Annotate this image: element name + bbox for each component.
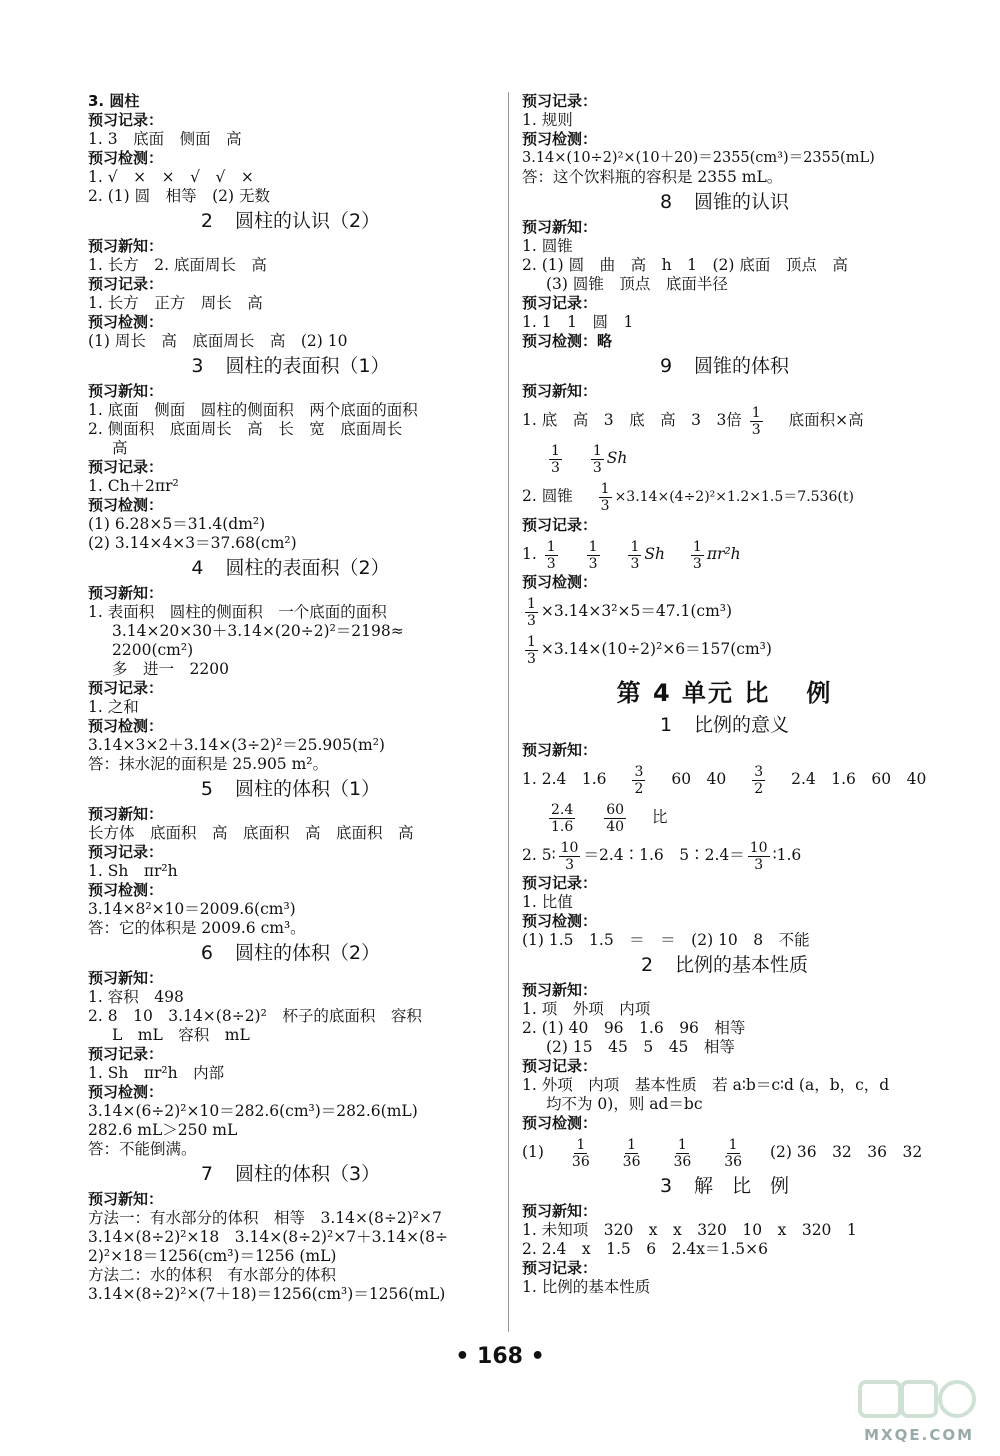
fraction: $\frac{1}{3}$: [592, 442, 602, 476]
fraction: $\frac{1}{36}$: [724, 1136, 743, 1170]
answer-line: L mL 容积 mL: [112, 1026, 250, 1044]
fraction: $\frac{2.4}{1.6}$: [551, 801, 574, 835]
label-record: 预习记录：: [522, 92, 598, 110]
answer-line: (3) 圆锥 顶点 底面半径: [546, 275, 728, 293]
answer-line: (1) 6.28×5＝31.4(dm²): [88, 515, 266, 533]
label-record: 预习记录：: [522, 1259, 598, 1277]
fraction: $\frac{3}{2}$: [754, 763, 764, 797]
answer-line: 1. 容积 498: [88, 988, 184, 1006]
answer-line: 答：这个饮料瓶的容积是 2355 mL。: [522, 168, 783, 186]
answer-line: 答：不能倒满。: [88, 1140, 197, 1158]
fraction: $\frac{1}{3}$: [588, 538, 598, 572]
section-title: 9 圆锥的体积: [659, 355, 790, 377]
section-title: 4 圆柱的表面积（2）: [191, 557, 390, 579]
label-new: 预习新知：: [522, 741, 598, 759]
fraction: $\frac{1}{36}$: [622, 1136, 641, 1170]
answer-line: 1. 未知项 320 x x 320 10 x 320 1: [522, 1221, 857, 1239]
section-title: 7 圆柱的体积（3）: [200, 1163, 381, 1185]
fraction-line: 1. 2.4 1.6 $\frac{3}{2}$ 60 40 $\frac{3}{2}$ 2.4 1.6 60 40: [522, 763, 927, 797]
fraction: $\frac{1}{3}$: [546, 538, 556, 572]
answer-line: 1. 3 底面 侧面 高: [88, 130, 242, 148]
label-record: 预习记录：: [522, 294, 598, 312]
answer-line: 3.14×(8÷2)²×(7＋18)＝1256(cm³)＝1256(mL): [88, 1285, 446, 1303]
page-number: • 168 •: [455, 1344, 545, 1369]
answer-line: 1. Sh πr²h: [88, 862, 178, 880]
section-title: 1 比例的意义: [659, 714, 790, 736]
answer-line: 答：抹水泥的面积是 25.905 m²。: [88, 755, 329, 773]
label-check: 预习检测：略: [522, 332, 613, 350]
answer-line: 1. 项 外项 内项: [522, 1000, 651, 1018]
fraction: $\frac{10}{3}$: [749, 839, 768, 873]
answer-line: 1. 长方 2. 底面周长 高: [88, 256, 267, 274]
fraction: $\frac{1}{3}$: [751, 404, 761, 438]
unit-title: 第 4 单元 比 例: [616, 679, 833, 707]
section-title: 2 比例的基本性质: [640, 954, 809, 976]
fraction-line: 1. 底 高 3 底 高 3 3倍 $\frac{1}{3}$ 底面积×高: [522, 404, 864, 438]
section-title: 2 圆柱的认识（2）: [200, 210, 381, 232]
answer-line: 1. 底面 侧面 圆柱的侧面积 两个底面的面积: [88, 401, 418, 419]
answer-line: (2) 15 45 5 45 相等: [546, 1038, 735, 1056]
fraction: $\frac{1}{3}$: [630, 538, 640, 572]
watermark-text: MXQE.COM: [864, 1426, 974, 1444]
fraction: $\frac{1}{3}$: [692, 538, 702, 572]
fraction: $\frac{3}{2}$: [634, 763, 644, 797]
answer-line: 2)²×18＝1256(cm³)＝1256 (mL): [88, 1247, 337, 1265]
label-record: 预习记录：: [88, 1045, 164, 1063]
heading-cylinder: 3. 圆柱: [88, 92, 140, 110]
answer-line: 1. 外项 内项 基本性质 若 a∶b＝c∶d (a，b，c，d: [522, 1076, 890, 1094]
fraction-line: 1. $\frac{1}{3}$ $\frac{1}{3}$ $\frac{1}{3}$ Sh $\frac{1}{3}$ πr²h: [522, 538, 741, 572]
label-check: 预习检测：: [522, 1114, 598, 1132]
fraction-line: 2. 圆锥 $\frac{1}{3}$ ×3.14×(4÷2)²×1.2×1.5＝7.536(t): [522, 480, 854, 514]
label-new: 预习新知：: [88, 969, 164, 987]
label-record: 预习记录：: [88, 458, 164, 476]
fraction: $\frac{60}{40}$: [606, 801, 625, 835]
fraction: $\frac{10}{3}$: [560, 839, 579, 873]
left-column: [88, 92, 493, 1304]
answer-line: 方法一：有水部分的体积 相等 3.14×(8÷2)²×7: [88, 1209, 442, 1227]
fraction-line: $\frac{1}{3}$ ×3.14×3²×5＝47.1(cm³): [527, 595, 733, 629]
label-new: 预习新知：: [522, 382, 598, 400]
label-record: 预习记录：: [522, 874, 598, 892]
label-new: 预习新知：: [522, 981, 598, 999]
fraction: $\frac{1}{3}$: [527, 595, 536, 629]
label-check: 预习检测：: [88, 1083, 164, 1101]
fraction-line: $\frac{1}{3}$ $\frac{1}{3}$ Sh: [551, 442, 628, 476]
answer-line: 1. 之和: [88, 698, 139, 716]
answer-line: 2. (1) 40 96 1.6 96 相等: [522, 1019, 746, 1037]
answer-line: 3.14×20×30＋3.14×(20÷2)²＝2198≈: [112, 622, 404, 640]
fraction-line: $\frac{2.4}{1.6}$ $\frac{60}{40}$ 比: [551, 801, 668, 835]
label-check: 预习检测：: [88, 149, 164, 167]
label-record: 预习记录：: [522, 516, 598, 534]
label-check: 预习检测：: [522, 130, 598, 148]
fraction: $\frac{1}{3}$: [600, 480, 610, 514]
label-check: 预习检测：: [88, 717, 164, 735]
label-check: 预习检测：: [88, 313, 164, 331]
answer-line: 2. 2.4 x 1.5 6 2.4x＝1.5×6: [522, 1240, 769, 1258]
answer-line: 2. (1) 圆 曲 高 h 1 (2) 底面 顶点 高: [522, 256, 848, 274]
label-new: 预习新知：: [88, 584, 164, 602]
answer-line: (1) 周长 高 底面周长 高 (2) 10: [88, 332, 348, 350]
fraction: $\frac{1}{36}$: [673, 1136, 692, 1170]
section-title: 3 解 比 例: [659, 1175, 790, 1197]
fraction: $\frac{1}{3}$: [551, 442, 560, 476]
answer-line: 3.14×8²×10＝2009.6(cm³): [88, 900, 296, 918]
answer-line: 2. 侧面积 底面周长 高 长 宽 底面周长: [88, 420, 403, 438]
answer-line: 方法二：水的体积 有水部分的体积: [88, 1266, 337, 1284]
answer-line: 高: [112, 439, 128, 457]
fraction-line: (1) $\frac{1}{36}$ $\frac{1}{36}$ $\frac{1}{36}$ $\frac{1}{36}$ (2) 36 32 36 32: [522, 1136, 923, 1170]
answer-line: 2200(cm²): [112, 641, 194, 659]
label-record: 预习记录：: [88, 111, 164, 129]
answer-line: 1. 规则: [522, 111, 573, 129]
answer-line: 3.14×(10÷2)²×(10＋20)＝2355(cm³)＝2355(mL): [522, 150, 875, 166]
label-new: 预习新知：: [88, 237, 164, 255]
answer-line: 1. 长方 正方 周长 高: [88, 294, 263, 312]
label-new: 预习新知：: [522, 1202, 598, 1220]
fraction-line: $\frac{1}{3}$ ×3.14×(10÷2)²×6＝157(cm³): [527, 633, 772, 667]
answer-line: (1) 1.5 1.5 ＝ ＝ (2) 10 8 不能: [522, 931, 810, 949]
answer-line: 1. 表面积 圆柱的侧面积 一个底面的面积: [88, 603, 387, 621]
answer-line: (2) 3.14×4×3＝37.68(cm²): [88, 534, 297, 552]
answer-line: 1. Ch＋2πr²: [88, 477, 179, 495]
answer-line: 3.14×(8÷2)²×18 3.14×(8÷2)²×7＋3.14×(8÷: [88, 1228, 448, 1246]
answer-line: 均不为 0)，则 ad＝bc: [546, 1095, 703, 1113]
label-check: 预习检测：: [88, 496, 164, 514]
answer-line: 282.6 mL＞250 mL: [88, 1121, 238, 1139]
label-new: 预习新知：: [522, 218, 598, 236]
answer-line: 3.14×3×2＋3.14×(3÷2)²＝25.905(m²): [88, 736, 385, 754]
label-check: 预习检测：: [522, 912, 598, 930]
section-title: 8 圆锥的认识: [659, 191, 790, 213]
answer-line: 2. 8 10 3.14×(8÷2)² 杯子的底面积 容积: [88, 1007, 422, 1025]
section-title: 3 圆柱的表面积（1）: [191, 355, 390, 377]
label-record: 预习记录：: [522, 1057, 598, 1075]
label-check: 预习检测：: [522, 573, 598, 591]
answer-line: 3.14×(6÷2)²×10＝282.6(cm³)＝282.6(mL): [88, 1102, 418, 1120]
answer-line: 多 进一 2200: [112, 660, 229, 678]
label-new: 预习新知：: [88, 805, 164, 823]
right-column: [522, 92, 927, 1297]
answer-line: 1. 比例的基本性质: [522, 1278, 651, 1296]
section-title: 5 圆柱的体积（1）: [200, 778, 381, 800]
answer-line: 1. √ × × √ √ ×: [88, 168, 254, 186]
label-check: 预习检测：: [88, 881, 164, 899]
answer-line: 1. 圆锥: [522, 237, 573, 255]
answer-line: 1. 1 1 圆 1: [522, 313, 634, 331]
answer-line: 长方体 底面积 高 底面积 高 底面积 高: [88, 824, 414, 842]
fraction: $\frac{1}{36}$: [571, 1136, 590, 1170]
column-divider: [508, 92, 509, 1332]
fraction-line: 2. 5∶ $\frac{10}{3}$ ＝2.4∶1.6 5∶2.4＝ $\frac{10}{3}$ ∶1.6: [522, 839, 802, 873]
answer-line: 答：它的体积是 2009.6 cm³。: [88, 919, 306, 937]
label-record: 预习记录：: [88, 679, 164, 697]
label-record: 预习记录：: [88, 843, 164, 861]
section-title: 6 圆柱的体积（2）: [200, 942, 381, 964]
fraction: $\frac{1}{3}$: [527, 633, 536, 667]
label-new: 预习新知：: [88, 1190, 164, 1208]
answer-line: 1. Sh πr²h 内部: [88, 1064, 225, 1082]
answer-line: 2. (1) 圆 相等 (2) 无数: [88, 187, 270, 205]
label-record: 预习记录：: [88, 275, 164, 293]
label-new: 预习新知：: [88, 382, 164, 400]
answer-line: 1. 比值: [522, 893, 573, 911]
